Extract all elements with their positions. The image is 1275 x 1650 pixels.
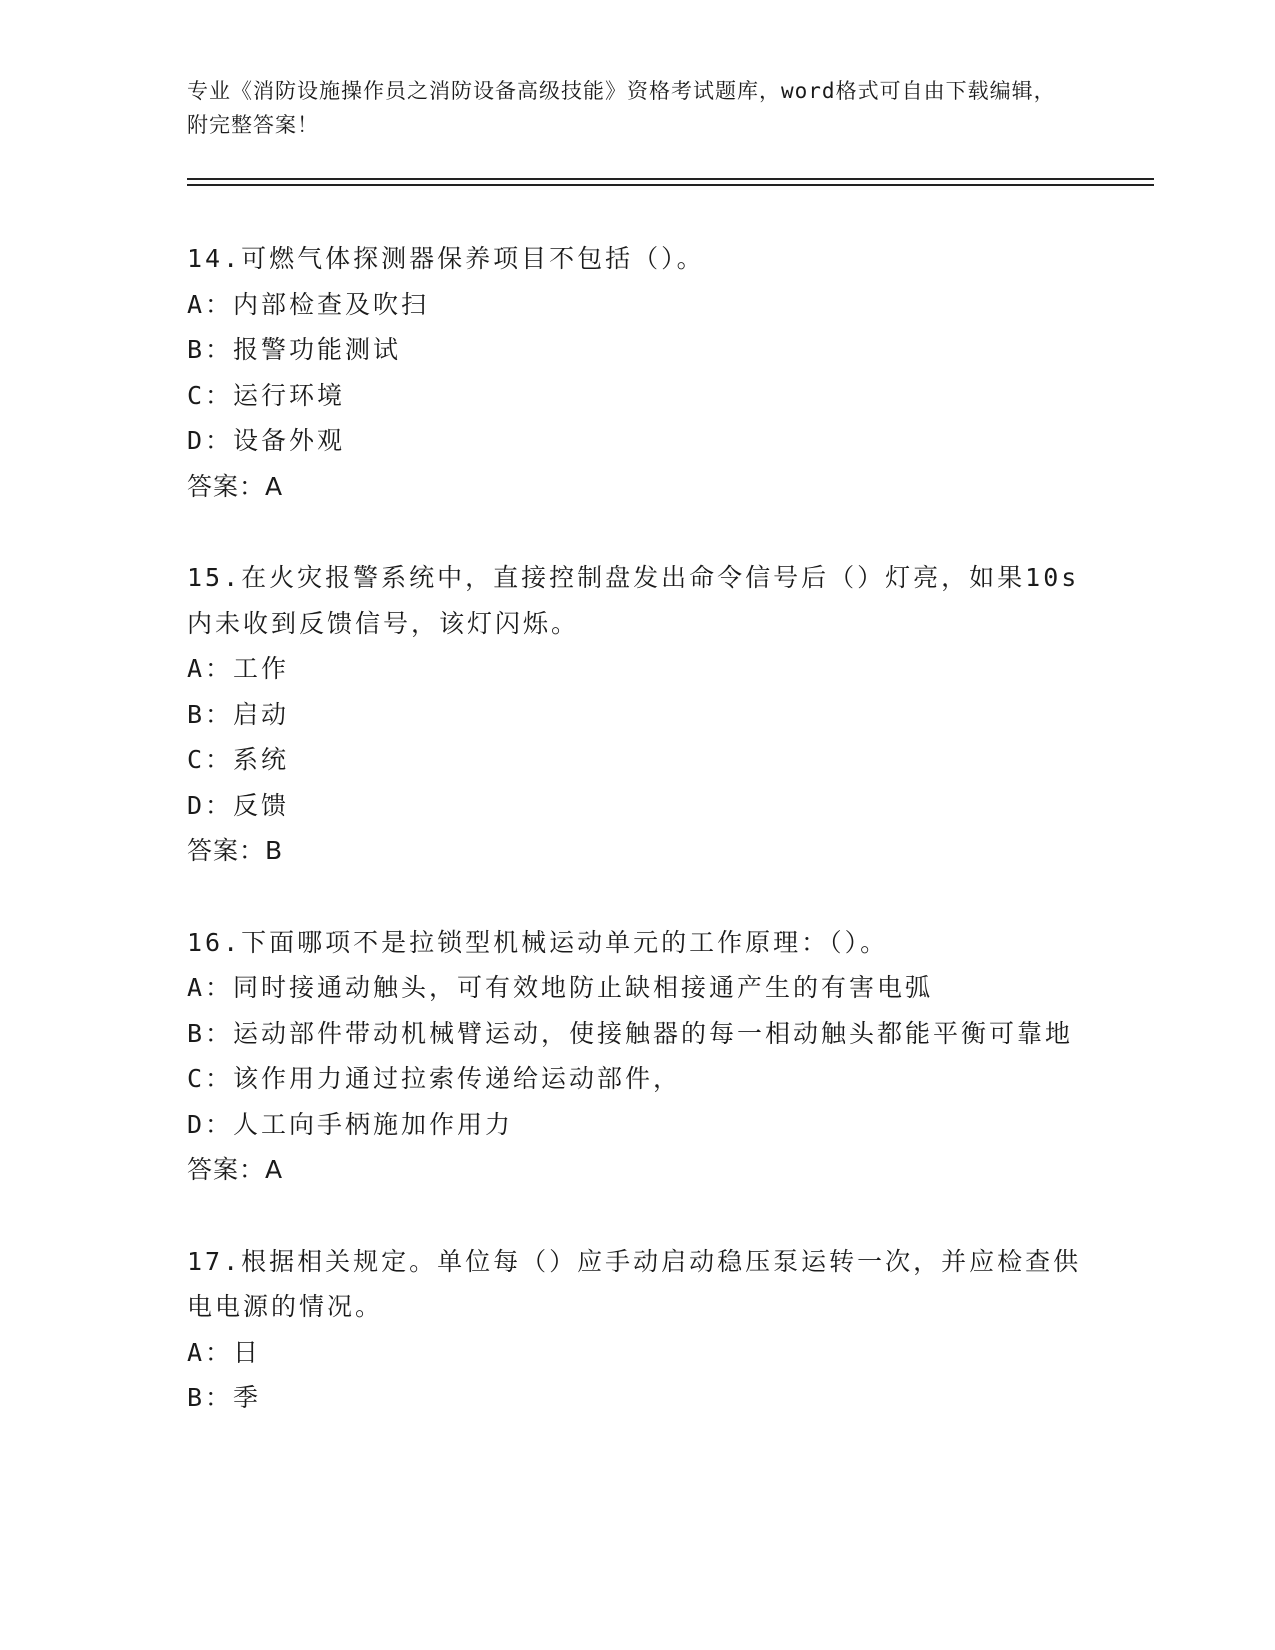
option-a: A：内部检查及吹扫 xyxy=(187,289,430,319)
option-c: C：该作用力通过拉索传递给运动部件， xyxy=(187,1064,682,1093)
question-14 xyxy=(187,236,1087,509)
option-a: A：同时接通动触头，可有效地防止缺相接通产生的有害电弧 xyxy=(187,973,934,1002)
question-17 xyxy=(187,1239,1087,1421)
answer-value: B xyxy=(265,836,284,865)
question-16 xyxy=(187,920,1087,1193)
question-15 xyxy=(187,555,1087,874)
answer-label: 答案： xyxy=(187,836,266,865)
question-list xyxy=(187,236,1087,1467)
option-d: D：人工向手柄施加作用力 xyxy=(187,1109,514,1139)
answer-label: 答案： xyxy=(187,471,266,501)
question-stem: 17.根据相关规定。单位每（）应手动启动稳压泵运转一次，并应检查供电电源的情况。 xyxy=(187,1246,1082,1321)
question-stem: 15.在火灾报警系统中，直接控制盘发出命令信号后（）灯亮，如果10s内未收到反馈信号，该灯闪烁。 xyxy=(187,563,1080,638)
answer-line xyxy=(187,464,1087,510)
answer-label: 答案： xyxy=(187,1155,266,1184)
question-stem: 14.可燃气体探测器保养项目不包括（）。 xyxy=(187,244,705,273)
document-header: 专业《消防设施操作员之消防设备高级技能》资格考试题库，word格式可自由下载编辑，附完整答案！ xyxy=(187,79,1056,137)
answer-line xyxy=(187,828,1087,874)
option-d: D：反馈 xyxy=(187,790,290,820)
header-divider-top xyxy=(187,178,1154,180)
answer-line xyxy=(187,1147,1087,1193)
option-a: A：工作 xyxy=(187,654,290,683)
option-c: C：系统 xyxy=(187,745,290,774)
option-d: D：设备外观 xyxy=(187,426,346,455)
option-c: C：运行环境 xyxy=(187,380,346,410)
header-divider-bottom xyxy=(187,184,1154,186)
option-a: A：日 xyxy=(187,1337,262,1367)
option-b: B：启动 xyxy=(187,699,290,729)
option-b: B：报警功能测试 xyxy=(187,335,402,364)
answer-value: A xyxy=(265,1155,284,1184)
answer-value: A xyxy=(265,471,284,501)
option-b: B：运动部件带动机械臂运动，使接触器的每一相动触头都能平衡可靠地 xyxy=(187,1018,1074,1048)
question-stem: 16.下面哪项不是拉锁型机械运动单元的工作原理：（）。 xyxy=(187,927,889,957)
option-b: B：季 xyxy=(187,1383,262,1412)
